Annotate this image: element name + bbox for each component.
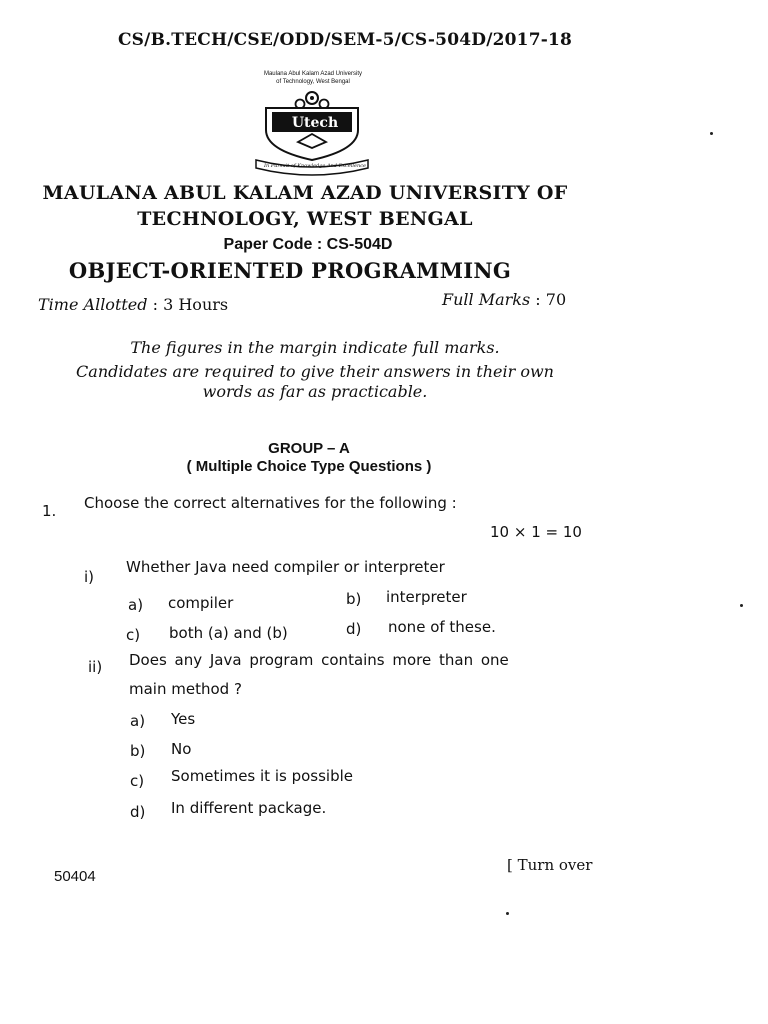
option-label: d) bbox=[346, 620, 362, 638]
option-label: b) bbox=[130, 742, 146, 760]
turn-over-note: [ Turn over bbox=[507, 856, 593, 874]
option-text: none of these. bbox=[388, 618, 496, 636]
logo-motto: In Pursuit of Knowledge And Excellence bbox=[264, 163, 366, 169]
option-text: Sometimes it is possible bbox=[171, 767, 353, 785]
scan-speck bbox=[710, 132, 713, 135]
logo-gear-icon bbox=[296, 92, 329, 109]
course-code-header: CS/B.TECH/CSE/ODD/SEM-5/CS-504D/2017-18 bbox=[117, 30, 573, 50]
option-text: In different package. bbox=[171, 799, 327, 817]
logo-university-line1: Maulana Abul Kalam Azad University bbox=[263, 71, 363, 77]
logo-name: Utech bbox=[291, 115, 339, 131]
university-name-line1: MAULANA ABUL KALAM AZAD UNIVERSITY OF bbox=[42, 182, 568, 204]
option-label: c) bbox=[126, 626, 141, 644]
marks-label: Full Marks bbox=[442, 290, 531, 309]
option-text: No bbox=[171, 740, 192, 758]
subquestion-text: Does any Java program contains more than one bbox=[129, 651, 509, 669]
instruction-answers bbox=[0, 362, 630, 402]
option-text: compiler bbox=[168, 594, 234, 612]
instruction-margin: The figures in the margin indicate full marks. bbox=[130, 338, 500, 357]
option-label: b) bbox=[346, 590, 362, 608]
instruction-answers-line1: Candidates are required to give their answers in their own bbox=[76, 362, 554, 381]
subquestion-number: ii) bbox=[88, 658, 103, 676]
logo-university-line2: of Technology, West Bengal bbox=[276, 79, 350, 85]
time-value: : 3 Hours bbox=[152, 295, 229, 314]
option-label: d) bbox=[130, 803, 146, 821]
option-text: Yes bbox=[171, 710, 196, 728]
university-name-line2: TECHNOLOGY, WEST BENGAL bbox=[137, 208, 473, 230]
option-label: c) bbox=[130, 772, 145, 790]
subject-title: OBJECT-ORIENTED PROGRAMMING bbox=[68, 258, 512, 283]
paper-code: Paper Code : CS-504D bbox=[223, 236, 393, 253]
scan-speck bbox=[506, 912, 509, 915]
option-text: both (a) and (b) bbox=[169, 624, 288, 642]
full-marks bbox=[442, 290, 566, 309]
subquestion-number: i) bbox=[84, 568, 95, 586]
time-allotted bbox=[38, 295, 228, 314]
subquestion-text-continued: main method ? bbox=[129, 680, 242, 698]
subquestion-text: Whether Java need compiler or interpreter bbox=[126, 558, 445, 576]
option-label: a) bbox=[130, 712, 146, 730]
option-label: a) bbox=[128, 596, 144, 614]
option-text: interpreter bbox=[386, 588, 467, 606]
question-marks: 10 × 1 = 10 bbox=[490, 523, 582, 541]
group-subtitle: ( Multiple Choice Type Questions ) bbox=[186, 458, 432, 475]
marks-value: : 70 bbox=[535, 290, 567, 309]
instruction-answers-line2: words as far as practicable. bbox=[202, 382, 428, 401]
time-label: Time Allotted bbox=[38, 295, 148, 314]
scan-speck bbox=[740, 604, 743, 607]
paper-roll-number: 50404 bbox=[54, 868, 96, 885]
group-title: GROUP – A bbox=[268, 440, 350, 457]
question-number: 1. bbox=[42, 502, 57, 520]
question-text: Choose the correct alternatives for the following : bbox=[84, 494, 457, 512]
